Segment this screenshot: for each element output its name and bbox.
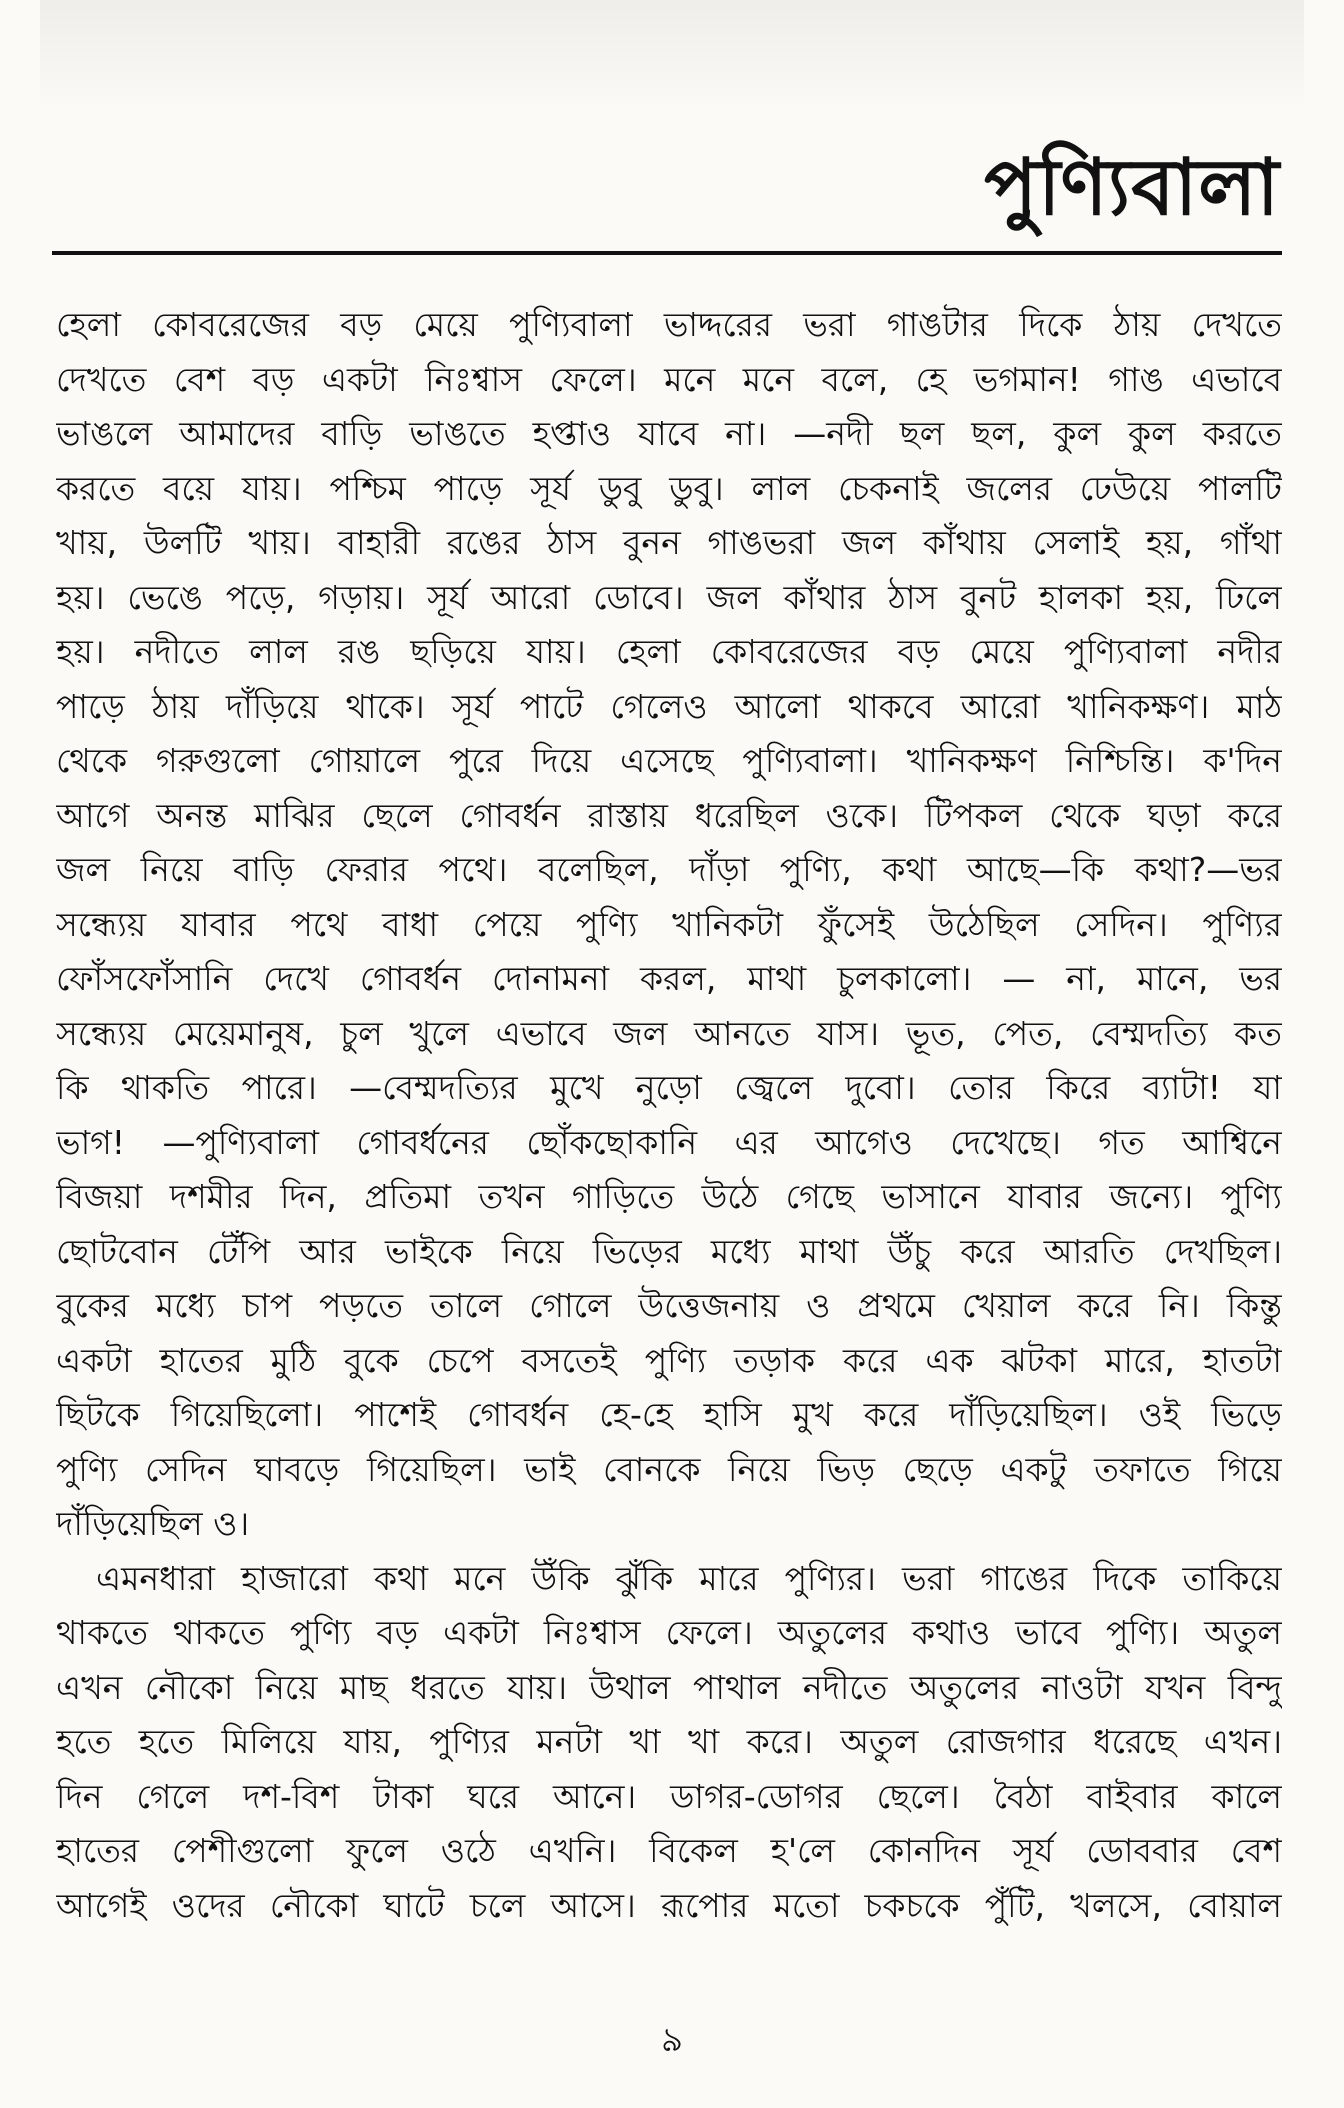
text-line: বুকের মধ্যে চাপ পড়তে তালে গোলে উত্তেজনায় ও প্রথমে খেয়াল করে নি। কিন্তু bbox=[56, 1286, 1282, 1325]
text-line: হয়। ভেঙে পড়ে, গড়ায়। সূর্য আরো ডোবে। জল কাঁথার ঠাস বুনট হালকা হয়, ঢিলে bbox=[56, 577, 1282, 617]
text-line: ছিটকে গিয়েছিলো। পাশেই গোবর্ধন হে-হে হাসি মুখ করে দাঁড়িয়েছিল। ওই ভিড়ে bbox=[56, 1395, 1282, 1434]
text-line: বিজয়া দশমীর দিন, প্রতিমা তখন গাড়িতে উঠে গেছে ভাসানে যাবার জন্যে। পুণ্যি bbox=[56, 1177, 1282, 1216]
text-line: দিন গেলে দশ-বিশ টাকা ঘরে আনে। ডাগর-ডোগর ছেলে। বৈঠা বাইবার কালে bbox=[56, 1776, 1282, 1816]
text-line: হতে হতে মিলিয়ে যায়, পুণ্যির মনটা খা খা করে। অতুল রোজগার ধরেছে এখন। bbox=[56, 1722, 1282, 1761]
body-text bbox=[56, 298, 1282, 1933]
text-line: হেলা কোবরেজের বড় মেয়ে পুণ্যিবালা ভাদ্দরের ভরা গাঙটার দিকে ঠায় দেখতে bbox=[56, 305, 1282, 344]
text-line: ছোটবোন টেঁপি আর ভাইকে নিয়ে ভিড়ের মধ্যে মাথা উঁচু করে আরতি দেখছিল। bbox=[56, 1231, 1282, 1271]
text-line: দেখতে বেশ বড় একটা নিঃশ্বাস ফেলে। মনে মনে বলে, হে ভগমান! গাঙ এভাবে bbox=[56, 359, 1282, 399]
text-line: ভাগ! —পুণ্যিবালা গোবর্ধনের ছোঁকছোকানি এর আগেও দেখেছে। গত আশ্বিনে bbox=[56, 1122, 1282, 1162]
text-line: ভাঙলে আমাদের বাড়ি ভাঙতে হপ্তাও যাবে না। —নদী ছল ছল, কুল কুল করতে bbox=[56, 414, 1282, 453]
text-line: খায়, উলটি খায়। বাহারী রঙের ঠাস বুনন গাঙভরা জল কাঁথায় সেলাই হয়, গাঁথা bbox=[56, 523, 1282, 562]
text-line: থাকতে থাকতে পুণ্যি বড় একটা নিঃশ্বাস ফেলে। অতুলের কথাও ভাবে পুণ্যি। অতুল bbox=[56, 1613, 1282, 1652]
text-line: একটা হাতের মুঠি বুকে চেপে বসতেই পুণ্যি তড়াক করে এক ঝটকা মারে, হাতটা bbox=[56, 1340, 1282, 1380]
title-divider bbox=[52, 251, 1282, 255]
text-line: করতে বয়ে যায়। পশ্চিম পাড়ে সূর্য ডুবু ডুবু। লাল চেকনাই জলের ঢেউয়ে পালটি bbox=[56, 468, 1282, 508]
text-line: হয়। নদীতে লাল রঙ ছড়িয়ে যায়। হেলা কোবরেজের বড় মেয়ে পুণ্যিবালা নদীর bbox=[56, 632, 1282, 671]
text-line: পুণ্যি সেদিন ঘাবড়ে গিয়েছিল। ভাই বোনকে নিয়ে ভিড় ছেড়ে একটু তফাতে গিয়ে bbox=[56, 1449, 1282, 1489]
text-line: জল নিয়ে বাড়ি ফেরার পথে। বলেছিল, দাঁড়া পুণ্যি, কথা আছে—কি কথা?—ভর bbox=[56, 850, 1282, 889]
text-line: হাতের পেশীগুলো ফুলে ওঠে এখনি। বিকেল হ'লে কোনদিন সূর্য ডোববার বেশ bbox=[56, 1831, 1282, 1870]
page-bleed-through bbox=[40, 0, 1304, 110]
chapter-title: পুণ্যিবালা bbox=[984, 143, 1280, 233]
page-number: ৯ bbox=[660, 2020, 684, 2060]
text-line: কি থাকতি পারে। —বেম্মদত্যির মুখে নুড়ো জ্বেলে দুবো। তোর কিরে ব্যাটা! যা bbox=[56, 1068, 1282, 1107]
text-line: দাঁড়িয়েছিল ও। bbox=[56, 1504, 250, 1543]
text-line: সন্ধ্যেয় মেয়েমানুষ, চুল খুলে এভাবে জল আনতে যাস। ভূত, পেত, বেম্মদত্যি কত bbox=[56, 1013, 1282, 1053]
text-line: এমনধারা হাজারো কথা মনে উঁকি ঝুঁকি মারে পুণ্যির। ভরা গাঙের দিকে তাকিয়ে bbox=[96, 1558, 1282, 1598]
text-line: থেকে গরুগুলো গোয়ালে পুরে দিয়ে এসেছে পুণ্যিবালা। খানিকক্ষণ নিশ্চিন্তি। ক'দিন bbox=[56, 741, 1282, 780]
text-line: পাড়ে ঠায় দাঁড়িয়ে থাকে। সূর্য পাটে গেলেও আলো থাকবে আরো খানিকক্ষণ। মাঠ bbox=[56, 686, 1282, 726]
text-line: আগে অনন্ত মাঝির ছেলে গোবর্ধন রাস্তায় ধরেছিল ওকে। টিপকল থেকে ঘড়া করে bbox=[56, 795, 1282, 835]
text-line: ফোঁসফোঁসানি দেখে গোবর্ধন দোনামনা করল, মাথা চুলকালো। — না, মানে, ভর bbox=[56, 959, 1282, 998]
text-line: সন্ধ্যেয় যাবার পথে বাধা পেয়ে পুণ্যি খানিকটা ফুঁসেই উঠেছিল সেদিন। পুণ্যির bbox=[56, 904, 1282, 944]
text-line: এখন নৌকো নিয়ে মাছ ধরতে যায়। উথাল পাথাল নদীতে অতুলের নাওটা যখন বিন্দু bbox=[56, 1667, 1282, 1707]
text-line: আগেই ওদের নৌকো ঘাটে চলে আসে। রূপোর মতো চকচকে পুঁটি, খলসে, বোয়াল bbox=[56, 1885, 1282, 1925]
